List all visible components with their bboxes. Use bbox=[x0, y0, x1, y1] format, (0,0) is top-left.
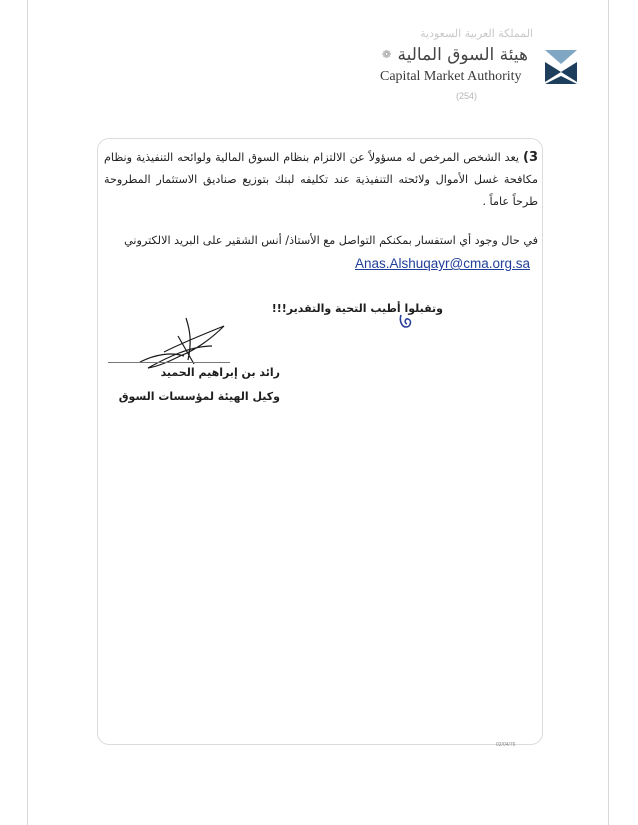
page-left-edge bbox=[27, 0, 28, 825]
page-right-edge bbox=[608, 0, 609, 825]
closing-greeting: وتقبلوا أطيب التحية والتقدير!!! bbox=[271, 302, 443, 315]
footer-code: 02/04/76 bbox=[496, 742, 516, 748]
signer-name: رائد بن إبراهيم الحميد bbox=[160, 366, 280, 379]
signer-title: وكيل الهيئة لمؤسسات السوق bbox=[118, 390, 280, 403]
header-authority-arabic: هيئة السوق المالية bbox=[397, 45, 528, 65]
item-number: 3) bbox=[523, 150, 538, 165]
header-reference-number: (254) bbox=[456, 91, 478, 101]
signature-line bbox=[108, 362, 230, 363]
initial-mark-icon bbox=[398, 311, 414, 331]
cma-logo-icon bbox=[543, 46, 579, 88]
emblem-icon: ❁ bbox=[382, 48, 392, 61]
paragraph-1-text: يعد الشخص المرخص له مسؤولاً عن الالتزام بنظام السوق المالية ولوائحه التنفيذية ونظام مكافحة غسل الأموال ولائحته التنفيذية عند تكليفه لبنك بتوزيع صناديق الاستثمار المطروحة طرحاً عاماً . bbox=[104, 151, 538, 208]
paragraph-contact: في حال وجود أي استفسار بمكنكم التواصل مع الأستاذ/ أنس الشقير على البريد الالكتروني bbox=[124, 234, 538, 247]
email-link[interactable]: Anas.Alshuqayr@cma.org.sa bbox=[355, 256, 531, 271]
header-authority-english: Capital Market Authority bbox=[380, 69, 522, 84]
paragraph-item-3 bbox=[104, 147, 538, 213]
header-kingdom-arabic: المملكة العربية السعودية bbox=[420, 27, 533, 40]
